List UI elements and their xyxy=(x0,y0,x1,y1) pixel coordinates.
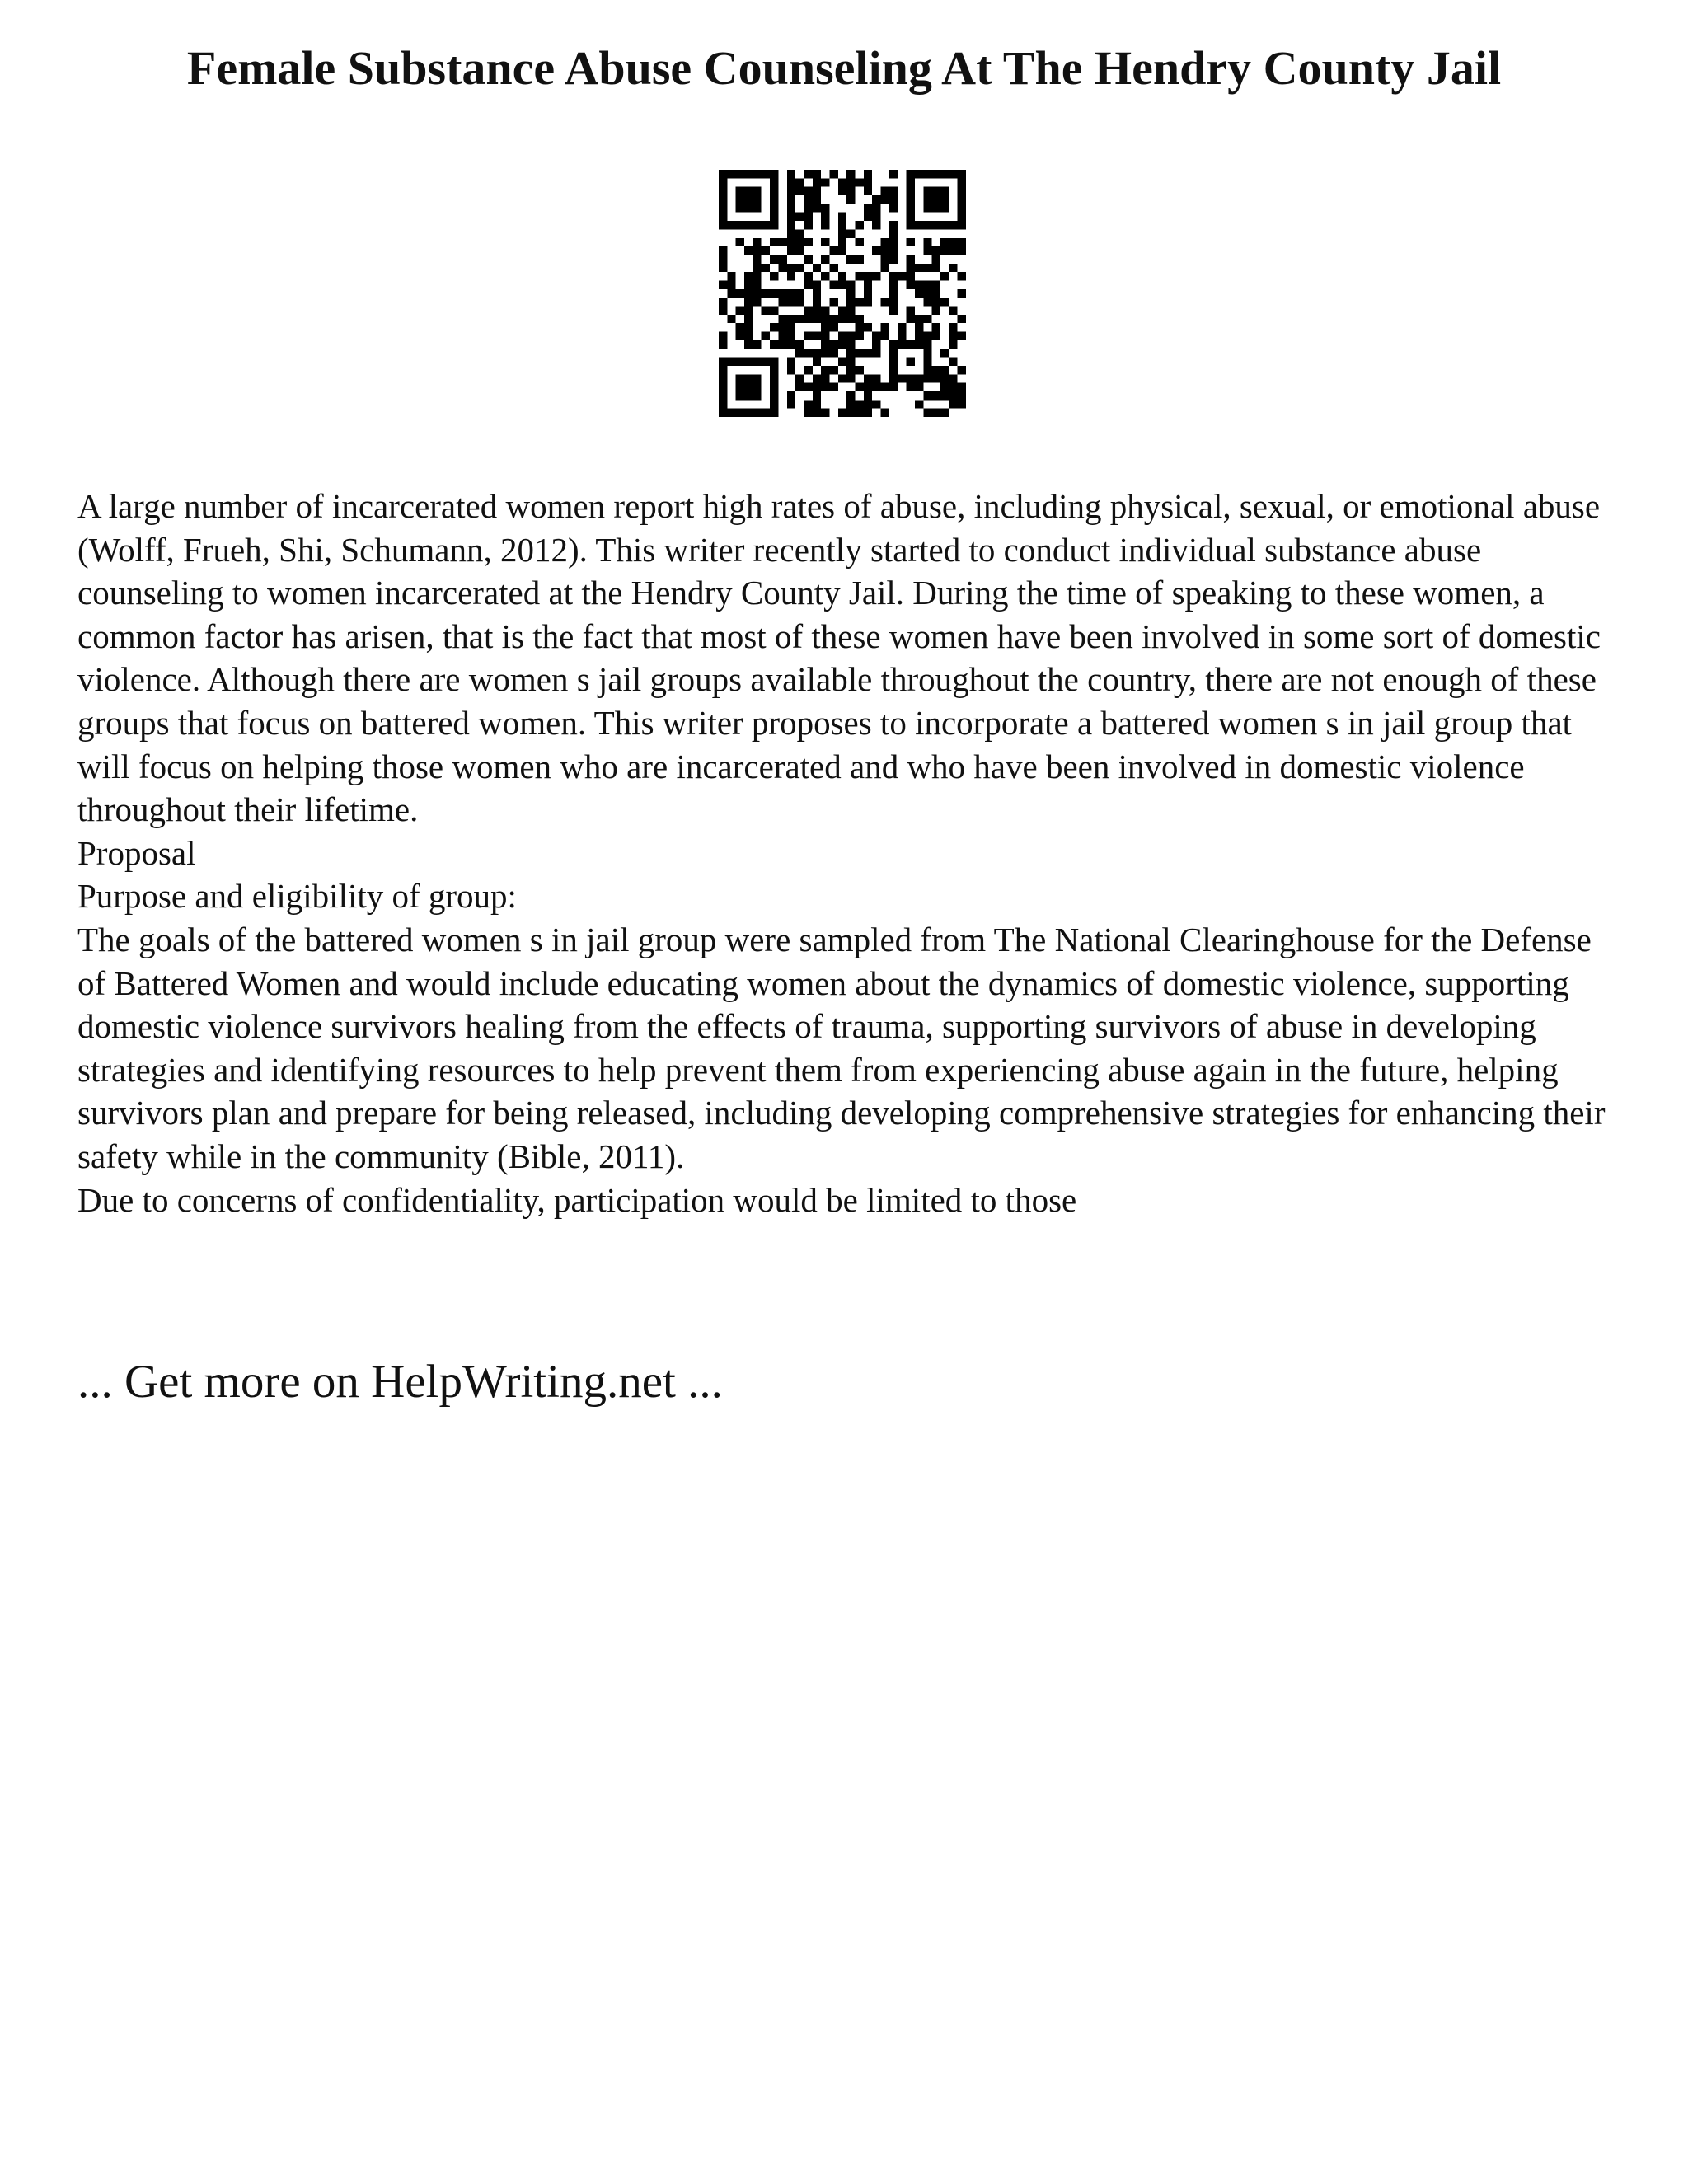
body-paragraph-confidentiality: Due to concerns of confidentiality, participation would be limited to those xyxy=(77,1180,1077,1219)
section-heading-proposal: Proposal xyxy=(77,833,196,872)
document-body xyxy=(77,485,1627,1221)
body-paragraph-intro: A large number of incarcerated women report high rates of abuse, including physical, sexual, or emotional abuse (Wolff, Frueh, Shi, Schumann, 2012). This writer recently started to conduct individual substance abuse counseling to women incarcerated at the Hendry County Jail. During the time of speaking to these women, a common factor has arisen, that is the fact that most of these women have been involved in some sort of domestic violence. Although there are women s jail groups available throughout the country, there are not enough of these groups that focus on battered women. This writer proposes to incorporate a battered women s in jail group that will focus on helping those women who are incarcerated and who have been involved in domestic violence throughout their lifetime. xyxy=(77,487,1601,829)
qr-code-icon xyxy=(719,170,966,417)
section-subheading-purpose: Purpose and eligibility of group: xyxy=(77,877,517,916)
body-paragraph-goals: The goals of the battered women s in jail group were sampled from The National Clearinghouse for the Defense of Battered Women and would include educating women about the dynamics of domestic violence, supporting domestic violence survivors healing from the effects of trauma, supporting survivors of abuse in developing strategies and identifying resources to help prevent them from experiencing abuse again in the future, helping survivors plan and prepare for being released, including developing comprehensive strategies for enhancing their safety while in the community (Bible, 2011). xyxy=(77,920,1606,1175)
document-title: Female Substance Abuse Counseling At The Hendry County Jail xyxy=(186,41,1502,95)
get-more-link[interactable]: ... Get more on HelpWriting.net ... xyxy=(77,1356,723,1408)
